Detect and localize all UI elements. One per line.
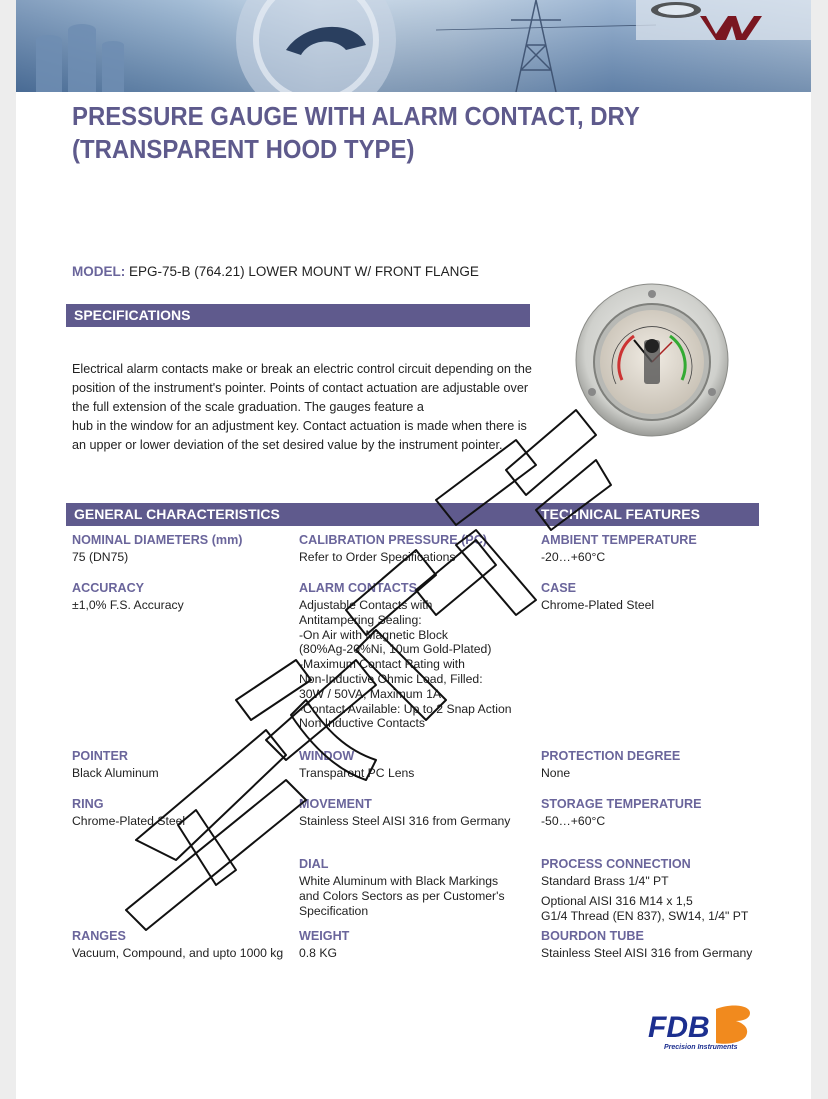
spec-bourdon-tube — [541, 928, 752, 961]
title-line-1: PRESSURE GAUGE WITH ALARM CONTACT, DRY — [72, 101, 640, 131]
description-line: hub in the window for an adjustment key. Contact actuation is made when there is — [72, 419, 527, 433]
description — [72, 360, 532, 455]
spec-alarm-contacts — [299, 580, 529, 731]
spec-value: ±1,0% F.S. Accuracy — [72, 598, 184, 612]
spec-value: Refer to Order Specifications — [299, 550, 456, 564]
spec-window — [299, 748, 414, 781]
spec-value: White Aluminum with Black Markings and Colors Sectors as per Customer's Specification — [299, 874, 505, 918]
general-characteristics-label: GENERAL CHARACTERISTICS — [74, 506, 280, 522]
spec-label: WEIGHT — [299, 929, 350, 943]
spec-value: Chrome-Plated Steel — [541, 598, 655, 612]
title-line-2: (TRANSPARENT HOOD TYPE) — [72, 134, 415, 164]
spec-movement — [299, 796, 510, 829]
spec-value: None — [541, 766, 571, 780]
model-line — [72, 264, 479, 279]
description-line: Electrical alarm contacts make or break an electric control circuit depending on the — [72, 362, 532, 376]
spec-label: POINTER — [72, 749, 128, 763]
spec-ring — [72, 796, 185, 829]
spec-value-optional: Optional AISI 316 M14 x 1,5 G1/4 Thread (EN 837), SW14, 1/4" PT — [541, 893, 749, 923]
datasheet-page — [16, 0, 811, 1099]
logo-brand-text: FDB — [648, 1011, 710, 1044]
spec-value: Black Aluminum — [72, 766, 159, 780]
spec-process-connection — [541, 856, 781, 923]
spec-value: -20…+60°C — [541, 550, 606, 564]
spec-label: PROTECTION DEGREE — [541, 749, 681, 763]
spec-label: NOMINAL DIAMETERS (mm) — [72, 533, 243, 547]
header-banner — [16, 0, 811, 92]
spec-pointer — [72, 748, 159, 781]
spec-value: Standard Brass 1/4" PT — [541, 874, 669, 888]
spec-label: RING — [72, 797, 104, 811]
spec-ranges — [72, 928, 283, 961]
spec-label: STORAGE TEMPERATURE — [541, 797, 702, 811]
spec-value: 75 (DN75) — [72, 550, 129, 564]
spec-label: ACCURACY — [72, 581, 145, 595]
spec-ambient-temperature — [541, 532, 697, 565]
spec-label: CALIBRATION PRESSURE (PC) — [299, 533, 487, 547]
spec-accuracy — [72, 580, 184, 613]
spec-value: Stainless Steel AISI 316 from Germany — [541, 946, 753, 960]
specifications-header: SPECIFICATIONS — [66, 304, 530, 327]
technical-features-label: TECHNICAL FEATURES — [541, 506, 700, 522]
spec-value: Transparent PC Lens — [299, 766, 415, 780]
spec-value: Chrome-Plated Steel — [72, 814, 186, 828]
logo-tagline: Precision Instruments — [664, 1044, 738, 1051]
spec-label: DIAL — [299, 857, 329, 871]
model-value: EPG-75-B (764.21) LOWER MOUNT W/ FRONT FLANGE — [129, 264, 479, 279]
spec-label: MOVEMENT — [299, 797, 372, 811]
spec-value: Adjustable Contacts with Antitampering Sealing: -On Air with Magnetic Block (80%Ag-20%Ni, 10um Gold-Plated) -Maximum Contact Rating with Non-Inductive Ohmic Load, Filled: 30W / 50VA, Maximum 1A -Contact Available: Up to 2 Snap Action Non Inductive Contacts — [299, 598, 512, 731]
fdb-logo — [646, 1003, 756, 1053]
description-line: the full extension of the scale graduation. The gauges feature a — [72, 400, 424, 414]
spec-storage-temperature — [541, 796, 701, 829]
spec-label: PROCESS CONNECTION — [541, 857, 691, 871]
gauge-product-image — [572, 280, 732, 440]
description-line: an upper or lower deviation of the set desired value by the instrument pointer. — [72, 438, 503, 452]
general-characteristics-header — [66, 503, 759, 526]
page-title — [72, 100, 716, 166]
spec-nominal-diameters — [72, 532, 242, 565]
spec-label: WINDOW — [299, 749, 355, 763]
spec-label: CASE — [541, 581, 576, 595]
spec-label: ALARM CONTACTS — [299, 581, 417, 595]
spec-calibration-pressure — [299, 532, 487, 565]
spec-value: Vacuum, Compound, and upto 1000 kg — [72, 946, 284, 960]
spec-protection-degree — [541, 748, 680, 781]
spec-case — [541, 580, 654, 613]
spec-label: RANGES — [72, 929, 126, 943]
description-line: position of the instrument's pointer. Points of contact actuation are adjustable over — [72, 381, 529, 395]
banner-artwork-icon — [16, 0, 811, 92]
spec-label: AMBIENT TEMPERATURE — [541, 533, 697, 547]
spec-value: 0.8 KG — [299, 946, 337, 960]
spec-label: BOURDON TUBE — [541, 929, 644, 943]
model-label: MODEL: — [72, 264, 126, 279]
spec-dial — [299, 856, 529, 918]
spec-value: -50…+60°C — [541, 814, 606, 828]
spec-weight — [299, 928, 349, 961]
spec-value: Stainless Steel AISI 316 from Germany — [299, 814, 511, 828]
